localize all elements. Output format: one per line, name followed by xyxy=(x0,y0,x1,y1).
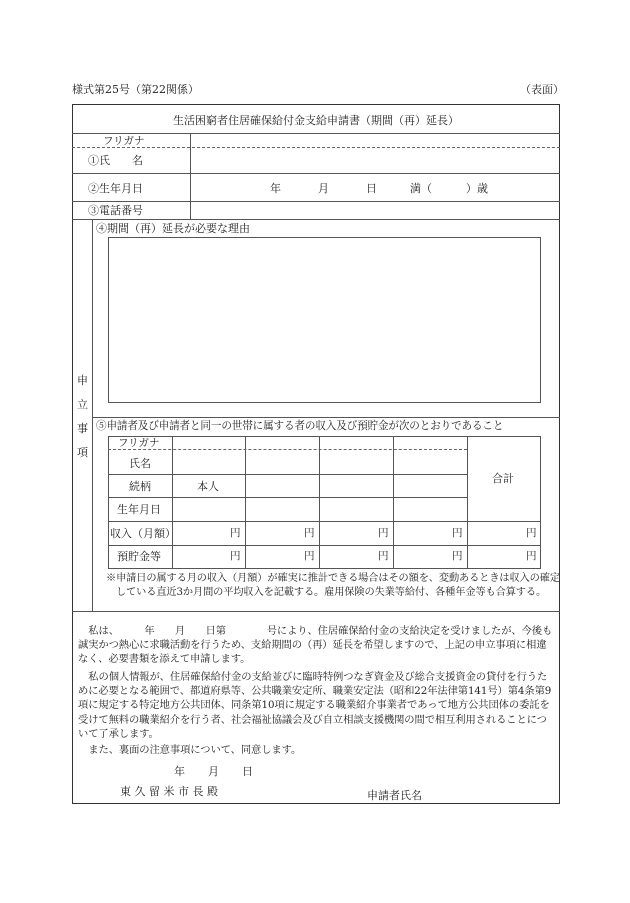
age-suffix: ）歳 xyxy=(466,182,488,195)
yen-savings-3: 円 xyxy=(378,550,389,562)
birthdate-month: 月 xyxy=(318,182,329,195)
yen-income-2: 円 xyxy=(304,527,315,539)
birthdate-input[interactable] xyxy=(191,174,559,200)
age-prefix: 満（ xyxy=(410,182,432,195)
table-total-label: 合計 xyxy=(492,472,514,485)
declaration-p2: 私の個人情報が、住居確保給付金の支給並びに臨時特例つなぎ資金及び総合支援資金の貸付を行うために必要となる範囲で、都道府県等、公共職業安定所、職業安定法（昭和22年法律第141号）第4条第9項に規定する特定地方公共団体、同条第10項に規定する職業紹介事業者であって地方公共団体の委託を受けて無料の職業紹介を行う者、社会福祉協議会及び自立相談支援機関の間で相互利用されることについて了承します。 xyxy=(78,671,552,740)
form-side: （表面） xyxy=(520,83,564,96)
applicant-name-label: 申請者氏名 xyxy=(367,789,422,802)
form-title: 生活困窮者住居確保給付金支給申請書（期間（再）延長） xyxy=(173,114,459,127)
reason-label: ④期間（再）延長が必要な理由 xyxy=(96,222,250,235)
birthdate-label: ②生年月日 xyxy=(88,182,143,195)
yen-savings-1: 円 xyxy=(230,550,241,562)
table-savings-label: 預貯金等 xyxy=(117,550,161,563)
yen-savings-total: 円 xyxy=(526,550,537,562)
table-furigana-label: フリガナ xyxy=(118,437,160,449)
reason-textarea[interactable] xyxy=(108,237,541,403)
decl-date-day: 日 xyxy=(242,765,253,778)
yen-income-4: 円 xyxy=(452,527,463,539)
decl-date-year: 年 xyxy=(174,765,185,778)
yen-savings-2: 円 xyxy=(304,550,315,562)
yen-income-3: 円 xyxy=(378,527,389,539)
decl-date-month: 月 xyxy=(208,765,219,778)
vertical-label-4: 項 xyxy=(77,446,88,459)
declaration-p1: 私は、 年 月 日第 号により、住居確保給付金の支給決定を受けましたが、今後も誠実かつ熱心に求職活動を行うため、支給期間の（再）延長を希望しますので、上記の申立事項に相違なく、必要書類を添えて申請します。 xyxy=(78,625,553,666)
furigana-input[interactable] xyxy=(191,134,559,146)
income-note: ※申請日の属する月の収入（月額）が確実に推計できる場合はその額を、変動あるときは収入の確定している直近3か月間の平均収入を記載する。雇用保険の失業等給付、各種年金等も合算する。 xyxy=(106,573,560,598)
table-birthdate-label: 生年月日 xyxy=(117,503,161,516)
yen-income-total: 円 xyxy=(526,527,537,539)
table-name-label: 氏名 xyxy=(129,457,151,470)
phone-label: ③電話番号 xyxy=(88,204,143,217)
furigana-label: フリガナ xyxy=(103,135,145,147)
table-income-label: 収入（月額） xyxy=(110,527,176,540)
vertical-label-3: 事 xyxy=(77,422,88,435)
yen-savings-4: 円 xyxy=(452,550,463,562)
name-input[interactable] xyxy=(191,148,559,172)
addressee: 東 久 留 米 市 長 殿 xyxy=(120,785,218,798)
applicant-name-input[interactable] xyxy=(430,784,555,802)
income-label: ⑤申請者及び申請者と同一の世帯に属する者の収入及び預貯金が次のとおりであること xyxy=(96,420,504,432)
vertical-label-1: 申 xyxy=(77,374,88,387)
table-relation-label: 続柄 xyxy=(129,480,151,493)
name-label: ①氏 名 xyxy=(88,154,143,167)
table-relation-self: 本人 xyxy=(197,480,219,493)
birthdate-year: 年 xyxy=(270,182,281,195)
declaration-p3: また、裏面の注意事項について、同意します。 xyxy=(88,744,302,756)
birthdate-day: 日 xyxy=(366,182,377,195)
vertical-label-2: 立 xyxy=(77,398,88,411)
yen-income-1: 円 xyxy=(230,527,241,539)
phone-input[interactable] xyxy=(191,202,559,218)
form-number: 様式第25号（第22関係） xyxy=(72,83,199,96)
